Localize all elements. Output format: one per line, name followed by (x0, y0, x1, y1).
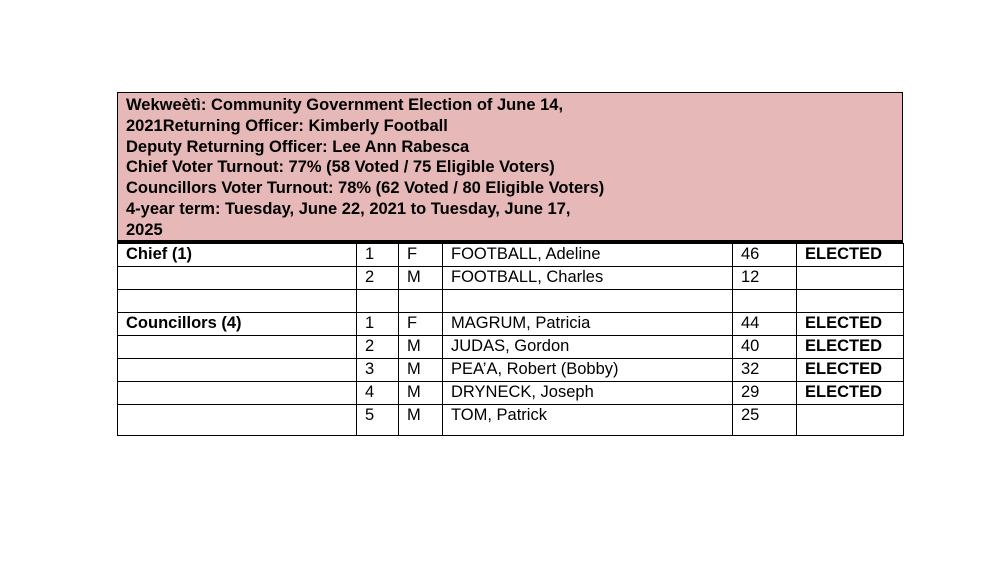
candidate-name-cell: TOM, Patrick (443, 405, 733, 436)
election-results-document (117, 92, 903, 436)
position-cell (118, 405, 357, 436)
votes-cell (733, 290, 797, 313)
header-line-returning-officer: 2021Returning Officer: Kimberly Football (126, 116, 448, 135)
candidate-number-cell: 4 (357, 382, 399, 405)
position-cell (118, 267, 357, 290)
votes-cell: 44 (733, 313, 797, 336)
candidate-number-cell: 2 (357, 267, 399, 290)
votes-cell: 40 (733, 336, 797, 359)
position-cell (118, 359, 357, 382)
candidate-name-cell: FOOTBALL, Charles (443, 267, 733, 290)
votes-cell: 32 (733, 359, 797, 382)
sex-cell: F (399, 313, 443, 336)
results-table (117, 243, 904, 436)
header-line-chief-turnout: Chief Voter Turnout: 77% (58 Voted / 75 Eligible Voters) (126, 158, 555, 177)
table-row (118, 313, 904, 336)
sex-cell: M (399, 336, 443, 359)
sex-cell (399, 290, 443, 313)
table-row (118, 405, 904, 436)
candidate-name-cell: PEA’A, Robert (Bobby) (443, 359, 733, 382)
status-cell: ELECTED (797, 382, 904, 405)
position-cell: Chief (1) (118, 244, 357, 267)
status-cell: ELECTED (797, 336, 904, 359)
candidate-number-cell (357, 290, 399, 313)
header-line-term-end-year: 2025 (126, 220, 163, 239)
candidate-number-cell: 3 (357, 359, 399, 382)
candidate-number-cell: 5 (357, 405, 399, 436)
header-line-term: 4-year term: Tuesday, June 22, 2021 to Tuesday, June 17, (126, 199, 571, 218)
table-row-spacer (118, 290, 904, 313)
position-cell: Councillors (4) (118, 313, 357, 336)
sex-cell: M (399, 359, 443, 382)
sex-cell: F (399, 244, 443, 267)
status-cell: ELECTED (797, 313, 904, 336)
position-cell (118, 290, 357, 313)
header-line-title: Wekweètì: Community Government Election of June 14, (126, 96, 564, 114)
status-cell: ELECTED (797, 244, 904, 267)
table-row (118, 267, 904, 290)
sex-cell: M (399, 405, 443, 436)
header-line-councillors-turnout: Councillors Voter Turnout: 78% (62 Voted / 80 Eligible Voters) (126, 179, 605, 198)
votes-cell: 25 (733, 405, 797, 436)
votes-cell: 29 (733, 382, 797, 405)
status-cell (797, 290, 904, 313)
sex-cell: M (399, 382, 443, 405)
election-summary-header (117, 92, 903, 243)
votes-cell: 12 (733, 267, 797, 290)
candidate-name-cell (443, 290, 733, 313)
table-row (118, 244, 904, 267)
candidate-name-cell: DRYNECK, Joseph (443, 382, 733, 405)
table-row (118, 336, 904, 359)
position-cell (118, 336, 357, 359)
candidate-name-cell: FOOTBALL, Adeline (443, 244, 733, 267)
candidate-number-cell: 1 (357, 244, 399, 267)
votes-cell: 46 (733, 244, 797, 267)
header-line-deputy-returning-officer: Deputy Returning Officer: Lee Ann Rabesca (126, 137, 470, 156)
table-row (118, 359, 904, 382)
table-row (118, 382, 904, 405)
candidate-name-cell: JUDAS, Gordon (443, 336, 733, 359)
status-cell (797, 267, 904, 290)
status-cell: ELECTED (797, 359, 904, 382)
sex-cell: M (399, 267, 443, 290)
status-cell (797, 405, 904, 436)
position-cell (118, 382, 357, 405)
candidate-number-cell: 1 (357, 313, 399, 336)
candidate-number-cell: 2 (357, 336, 399, 359)
candidate-name-cell: MAGRUM, Patricia (443, 313, 733, 336)
